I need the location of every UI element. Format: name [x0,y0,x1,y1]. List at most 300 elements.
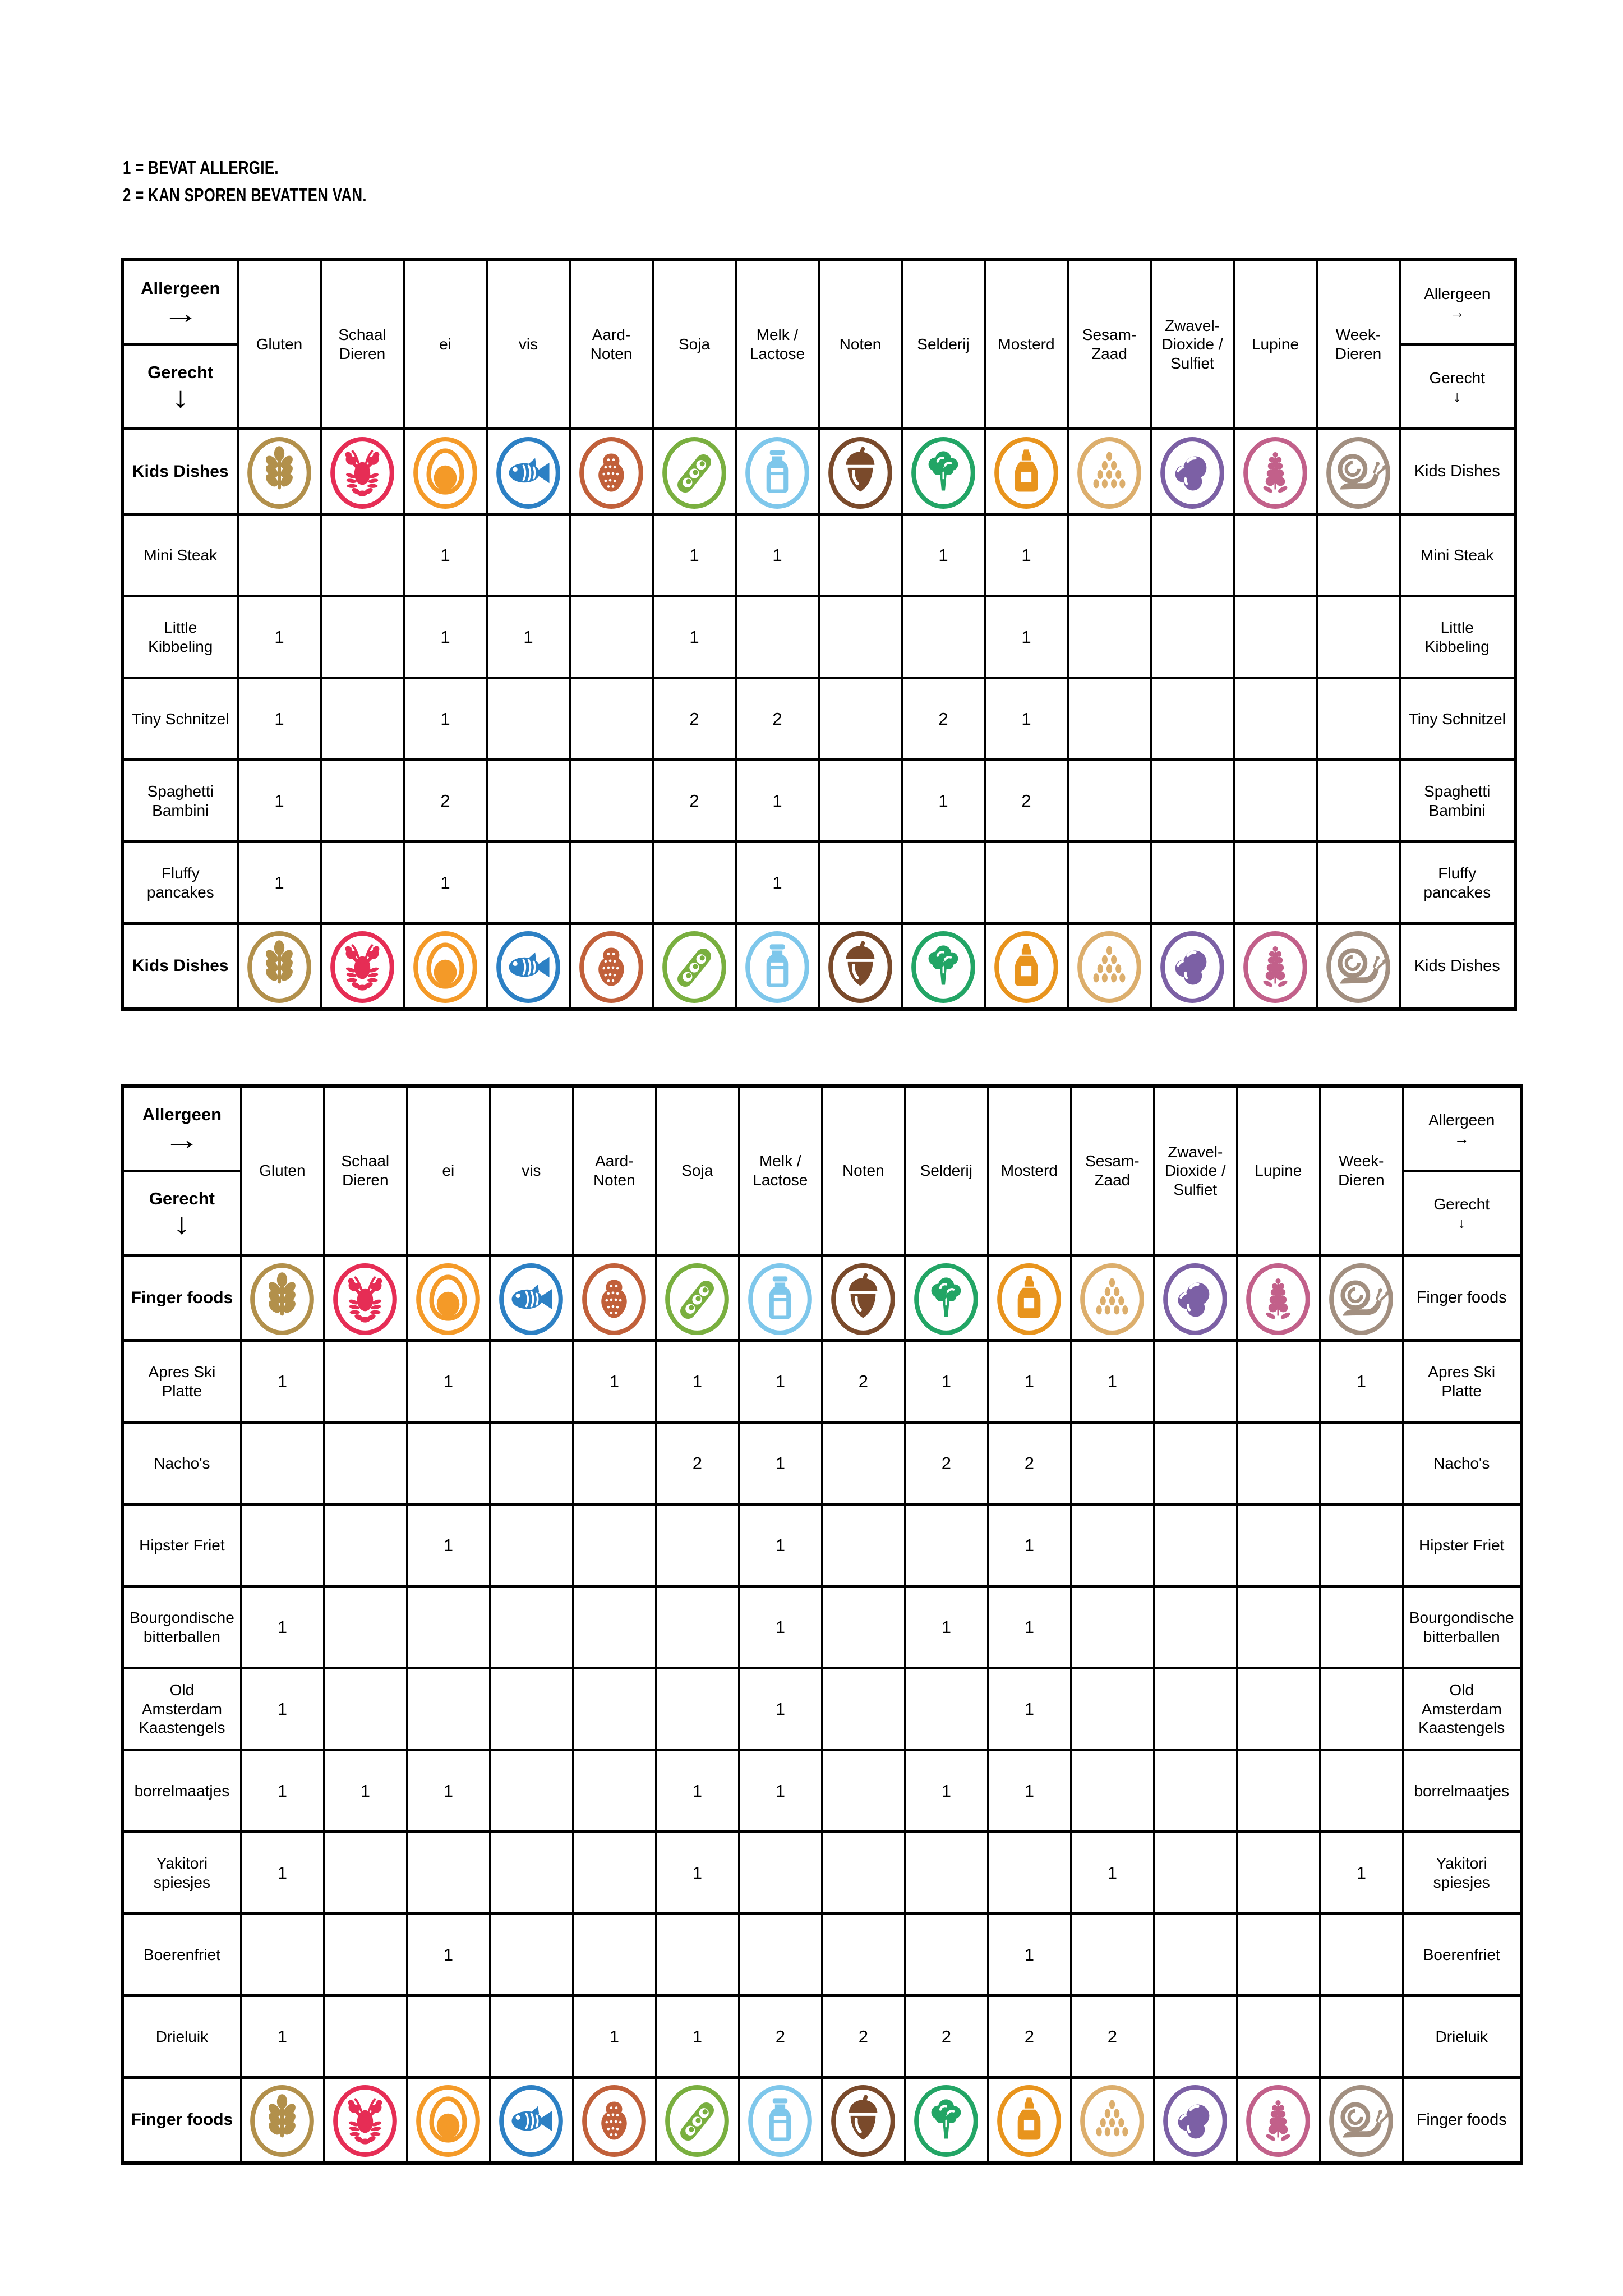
mustard-bottle-icon [986,930,1067,1004]
allergen-value-cell [1151,596,1234,678]
allergen-value-cell [1317,678,1400,760]
finger-foods-allergen-table [121,1084,1523,2165]
allergen-value-cell [653,842,736,924]
allergen-value-cell [905,1668,988,1750]
kids-dishes-allergen-table [121,258,1517,1011]
allergeen-label: Allergeen [1428,1111,1495,1129]
allergen-value-cell: 1 [656,1832,739,1914]
sesame-seeds-icon [1069,436,1150,510]
dish-name: borrelmaatjes [122,1750,241,1832]
allergen-icon-cell [1317,429,1400,514]
allergen-value-cell [1154,1832,1237,1914]
allergen-value-cell [1154,1996,1237,2078]
allergen-icon-cell [573,2078,656,2163]
allergen-column-header: Sesam-Zaad [1068,260,1151,429]
allergen-icon-cell [819,924,902,1009]
allergen-icon-cell [736,429,819,514]
egg-icon [408,1262,489,1336]
allergen-value-cell [570,514,653,596]
wheat-icon [242,2084,323,2158]
allergen-value-cell [1237,1423,1320,1504]
allergen-value-cell: 2 [1071,1996,1154,2078]
dish-row [122,760,1515,842]
allergen-value-cell: 1 [573,1341,656,1423]
allergen-value-cell: 1 [656,1750,739,1832]
allergen-column-header: Schaal Dieren [321,260,404,429]
allergen-column-header: ei [407,1086,490,1255]
allergen-value-cell: 1 [404,514,487,596]
allergen-value-cell [656,1504,739,1586]
allergen-column-header: Sesam-Zaad [1071,1086,1154,1255]
allergen-icon-row [122,2078,1521,2163]
dish-name: Tiny Schnitzel [122,678,238,760]
allergen-value-cell [324,1668,407,1750]
allergen-value-cell [490,1996,573,2078]
peanut-icon [571,436,652,510]
allergen-column-header: Lupine [1234,260,1317,429]
right-arrow-icon: → [1454,1130,1469,1147]
allergen-value-cell [1154,1423,1237,1504]
allergen-value-cell [1071,1586,1154,1668]
dish-name: Boerenfriet [1403,1914,1521,1996]
dish-name: Tiny Schnitzel [1400,678,1515,760]
allergen-value-cell [487,514,570,596]
allergen-value-cell [1151,514,1234,596]
section-title: Finger foods [1403,2078,1521,2163]
allergeen-gerecht-corner [122,260,238,429]
allergen-column-header: vis [487,260,570,429]
allergen-icon-cell [570,429,653,514]
allergen-value-cell [490,1341,573,1423]
egg-icon [405,930,486,1004]
allergen-icon-cell [985,924,1068,1009]
right-arrow-icon: → [162,297,199,330]
allergen-value-cell [822,1668,905,1750]
lobster-icon [322,930,403,1004]
allergen-column-header: Gluten [238,260,321,429]
allergen-value-cell [1320,1750,1403,1832]
allergen-value-cell: 1 [487,596,570,678]
wheat-icon [239,436,320,510]
allergen-icon-cell [487,924,570,1009]
allergen-column-header: Soja [653,260,736,429]
allergen-value-cell [1071,1504,1154,1586]
allergen-icon-cell [404,924,487,1009]
allergen-value-cell [1320,1668,1403,1750]
section-title: Finger foods [122,2078,241,2163]
allergen-value-cell: 1 [905,1750,988,1832]
sesame-seeds-icon [1072,2084,1153,2158]
allergen-value-cell: 1 [739,1504,822,1586]
allergen-icon-cell [1234,924,1317,1009]
allergeen-label: Allergeen [141,278,220,298]
allergen-icon-cell [653,429,736,514]
allergen-value-cell [324,1341,407,1423]
sulfite-bubbles-icon [1155,2084,1236,2158]
allergen-value-cell [1234,514,1317,596]
dish-row [122,1504,1521,1586]
allergen-value-cell [1320,1586,1403,1668]
allergen-value-cell: 1 [985,596,1068,678]
dish-name: Nacho's [1403,1423,1521,1504]
allergen-value-cell: 1 [739,1586,822,1668]
allergen-value-cell: 1 [902,514,985,596]
allergen-value-cell: 2 [822,1341,905,1423]
allergen-icon-cell [490,2078,573,2163]
allergen-value-cell: 1 [736,514,819,596]
allergen-column-header: Mosterd [988,1086,1071,1255]
allergen-value-cell [324,1832,407,1914]
allergen-icon-cell [653,924,736,1009]
allergen-value-cell: 1 [656,1341,739,1423]
dish-name: Yakitori spiesjes [122,1832,241,1914]
dish-name: Yakitori spiesjes [1403,1832,1521,1914]
allergen-value-cell: 1 [739,1341,822,1423]
wheat-icon [239,930,320,1004]
allergen-value-cell [324,1504,407,1586]
allergen-value-cell: 2 [736,678,819,760]
allergen-value-cell [570,596,653,678]
allergen-value-cell [1154,1504,1237,1586]
allergen-value-cell [1068,842,1151,924]
allergen-value-cell [241,1914,324,1996]
allergen-value-cell: 1 [241,1668,324,1750]
allergen-icon-cell [238,924,321,1009]
lupine-flower-icon [1238,1262,1319,1336]
allergen-value-cell [988,1832,1071,1914]
allergen-value-cell: 1 [407,1750,490,1832]
milk-bottle-icon [740,1262,821,1336]
allergen-column-header: Aard-Noten [570,260,653,429]
section-title: Kids Dishes [1400,924,1515,1009]
allergen-value-cell: 1 [985,514,1068,596]
allergen-value-cell [407,1832,490,1914]
peanut-icon [574,2084,655,2158]
gerecht-label: Gerecht [147,362,214,382]
peanut-icon [571,930,652,1004]
allergen-value-cell: 1 [1320,1832,1403,1914]
allergen-value-cell [902,596,985,678]
dish-row [122,1668,1521,1750]
allergen-value-cell: 1 [407,1504,490,1586]
allergen-value-cell [819,760,902,842]
dish-name: Old Amsterdam Kaastengels [122,1668,241,1750]
allergen-value-cell [324,1586,407,1668]
allergen-value-cell: 1 [407,1341,490,1423]
snail-icon [1318,436,1399,510]
allergen-value-cell [1237,1914,1320,1996]
mustard-bottle-icon [986,436,1067,510]
allergen-value-cell: 2 [905,1423,988,1504]
lobster-icon [325,1262,406,1336]
allergen-value-cell [573,1668,656,1750]
lobster-icon [325,2084,406,2158]
allergen-value-cell: 1 [241,1341,324,1423]
allergen-icon-cell [1151,429,1234,514]
fish-icon [488,930,569,1004]
allergen-value-cell: 1 [902,760,985,842]
allergen-value-cell [1237,1832,1320,1914]
allergen-value-cell [321,842,404,924]
dish-name: Apres Ski Platte [1403,1341,1521,1423]
allergen-value-cell [1154,1914,1237,1996]
allergen-value-cell [490,1423,573,1504]
allergen-icon-cell [321,429,404,514]
allergen-icon-cell [321,924,404,1009]
allergen-value-cell: 2 [653,678,736,760]
dish-name: Mini Steak [1400,514,1515,596]
allergen-value-cell: 1 [988,1586,1071,1668]
snail-icon [1321,2084,1402,2158]
allergen-value-cell [1234,678,1317,760]
allergen-value-cell: 1 [988,1341,1071,1423]
dish-name: Nacho's [122,1423,241,1504]
dish-name: Apres Ski Platte [122,1341,241,1423]
gerecht-axis-label [124,346,237,427]
allergen-value-cell [324,1914,407,1996]
allergen-value-cell [407,1586,490,1668]
dish-row [122,596,1515,678]
dish-row [122,678,1515,760]
allergen-value-cell [1154,1586,1237,1668]
allergen-value-cell [241,1504,324,1586]
allergen-value-cell [1154,1668,1237,1750]
lupine-flower-icon [1235,436,1316,510]
acorn-icon [823,1262,904,1336]
allergen-column-header: Schaal Dieren [324,1086,407,1255]
allergen-value-cell [1237,1586,1320,1668]
allergen-value-cell: 1 [739,1423,822,1504]
right-arrow-icon: → [1449,303,1465,321]
allergen-icon-cell [905,2078,988,2163]
section-title: Kids Dishes [122,429,238,514]
allergen-value-cell [1317,514,1400,596]
snail-icon [1318,930,1399,1004]
dish-name: Little Kibbeling [122,596,238,678]
sulfite-bubbles-icon [1152,930,1233,1004]
allergeen-gerecht-corner [1403,1086,1521,1255]
allergen-value-cell [573,1914,656,1996]
allergen-value-cell [822,1504,905,1586]
allergen-icon-cell [1151,924,1234,1009]
allergen-icon-cell [822,1255,905,1341]
allergen-value-cell: 1 [238,760,321,842]
dish-name: Mini Steak [122,514,238,596]
gerecht-label: Gerecht [1429,369,1486,386]
allergen-value-cell [490,1914,573,1996]
allergen-value-cell [238,514,321,596]
allergen-value-cell: 2 [653,760,736,842]
dish-name: Bourgondische bitterballen [1403,1586,1521,1668]
allergen-icon-cell [1320,2078,1403,2163]
lupine-flower-icon [1235,930,1316,1004]
allergen-column-header: Zwavel-Dioxide / Sulfiet [1154,1086,1237,1255]
allergen-value-cell: 1 [241,1996,324,2078]
allergen-value-cell: 1 [241,1586,324,1668]
allergen-icon-row [122,1255,1521,1341]
allergen-column-header: Soja [656,1086,739,1255]
allergen-value-cell [1317,596,1400,678]
snail-icon [1321,1262,1402,1336]
dish-name: Old Amsterdam Kaastengels [1403,1668,1521,1750]
allergen-column-header: Noten [819,260,902,429]
egg-icon [405,436,486,510]
sesame-seeds-icon [1072,1262,1153,1336]
allergen-value-cell: 1 [988,1668,1071,1750]
dish-name: Hipster Friet [1403,1504,1521,1586]
allergen-value-cell [1154,1750,1237,1832]
allergeen-label: Allergeen [1424,284,1491,302]
allergen-value-cell [1237,1750,1320,1832]
allergen-value-cell [656,1914,739,1996]
allergeen-axis-label [124,261,237,346]
allergen-value-cell [573,1750,656,1832]
allergen-icon-cell [1068,924,1151,1009]
allergen-value-cell [1234,760,1317,842]
allergen-value-cell [1234,596,1317,678]
allergen-icon-cell [1154,1255,1237,1341]
dish-name: Bourgondische bitterballen [122,1586,241,1668]
celery-icon [906,1262,987,1336]
dish-row [122,514,1515,596]
allergen-column-header: vis [490,1086,573,1255]
allergen-value-cell [1071,1750,1154,1832]
allergen-icon-cell [324,2078,407,2163]
allergen-value-cell: 2 [822,1996,905,2078]
allergen-value-cell: 1 [739,1668,822,1750]
allergen-value-cell: 1 [404,678,487,760]
celery-icon [906,2084,987,2158]
allergen-value-cell [822,1750,905,1832]
allergen-value-cell [739,1832,822,1914]
allergen-column-header: Week-Dieren [1320,1086,1403,1255]
allergen-value-cell [490,1832,573,1914]
fish-icon [491,1262,572,1336]
allergen-icon-cell [988,2078,1071,2163]
allergen-icon-cell [1234,429,1317,514]
dish-row [122,1586,1521,1668]
acorn-icon [823,2084,904,2158]
lupine-flower-icon [1238,2084,1319,2158]
allergen-icon-cell [1237,1255,1320,1341]
allergen-icon-cell [490,1255,573,1341]
allergen-value-cell [1317,760,1400,842]
allergen-value-cell [905,1832,988,1914]
allergen-icon-cell [324,1255,407,1341]
allergen-value-cell [819,678,902,760]
acorn-icon [820,436,901,510]
milk-bottle-icon [737,930,818,1004]
acorn-icon [820,930,901,1004]
allergen-value-cell [1154,1341,1237,1423]
gerecht-label: Gerecht [1433,1195,1490,1213]
allergen-value-cell [324,1423,407,1504]
mustard-bottle-icon [989,2084,1070,2158]
allergen-value-cell: 1 [739,1750,822,1832]
legend-line-1: 1 = BEVAT ALLERGIE. [123,157,279,178]
gerecht-axis-label [1404,1172,1520,1254]
allergen-icon-cell [487,429,570,514]
allergen-value-cell: 2 [739,1996,822,2078]
allergen-icon-cell [241,1255,324,1341]
allergen-column-header: Noten [822,1086,905,1255]
allergen-value-cell [573,1832,656,1914]
allergen-icon-cell [819,429,902,514]
allergen-icon-cell [1154,2078,1237,2163]
fish-icon [488,436,569,510]
allergen-value-cell [1068,760,1151,842]
wheat-icon [242,1262,323,1336]
dish-row [122,1996,1521,2078]
section-title: Kids Dishes [122,924,238,1009]
allergen-value-cell [573,1504,656,1586]
allergen-value-cell [487,760,570,842]
allergen-value-cell [407,1668,490,1750]
allergen-value-cell [656,1668,739,1750]
allergen-icon-cell [404,429,487,514]
allergeen-label: Allergeen [142,1104,222,1124]
down-arrow-icon: ↓ [1458,1214,1465,1231]
section-title: Finger foods [1403,1255,1521,1341]
dish-row [122,842,1515,924]
allergen-icon-cell [1237,2078,1320,2163]
allergen-icon-cell [902,924,985,1009]
right-arrow-icon: → [163,1123,200,1156]
allergen-column-header: Selderij [905,1086,988,1255]
allergen-value-cell [736,596,819,678]
allergen-icon-cell [905,1255,988,1341]
allergen-value-cell: 1 [988,1750,1071,1832]
allergen-value-cell: 1 [238,842,321,924]
allergen-value-cell: 1 [404,842,487,924]
allergen-value-cell [573,1586,656,1668]
allergen-value-cell: 1 [241,1832,324,1914]
allergen-value-cell [487,842,570,924]
section-title: Kids Dishes [1400,429,1515,514]
allergen-value-cell: 1 [736,760,819,842]
allergen-icon-cell [1071,2078,1154,2163]
allergen-value-cell: 2 [988,1423,1071,1504]
down-arrow-icon: ↓ [1453,388,1461,405]
allergen-value-cell: 1 [905,1341,988,1423]
allergen-icon-cell [570,924,653,1009]
allergen-value-cell [822,1423,905,1504]
gerecht-axis-label [1401,346,1514,427]
allergen-value-cell: 1 [736,842,819,924]
allergen-value-cell: 1 [988,1504,1071,1586]
allergen-column-header: Week-Dieren [1317,260,1400,429]
allergen-column-header: Selderij [902,260,985,429]
allergen-value-cell [985,842,1068,924]
allergen-icon-cell [902,429,985,514]
allergen-value-cell [321,514,404,596]
allergen-value-cell [321,760,404,842]
allergen-value-cell: 1 [1071,1341,1154,1423]
allergen-icon-cell [573,1255,656,1341]
sesame-seeds-icon [1069,930,1150,1004]
allergen-value-cell: 1 [653,514,736,596]
allergen-value-cell [1068,596,1151,678]
allergen-value-cell [1151,842,1234,924]
allergen-icon-cell [238,429,321,514]
allergeen-gerecht-corner [122,1086,241,1255]
sulfite-bubbles-icon [1155,1262,1236,1336]
down-arrow-icon: ↓ [171,381,190,414]
allergeen-gerecht-corner [1400,260,1515,429]
allergen-icon-cell [739,2078,822,2163]
dish-name: Drieluik [1403,1996,1521,2078]
allergen-value-cell [573,1423,656,1504]
